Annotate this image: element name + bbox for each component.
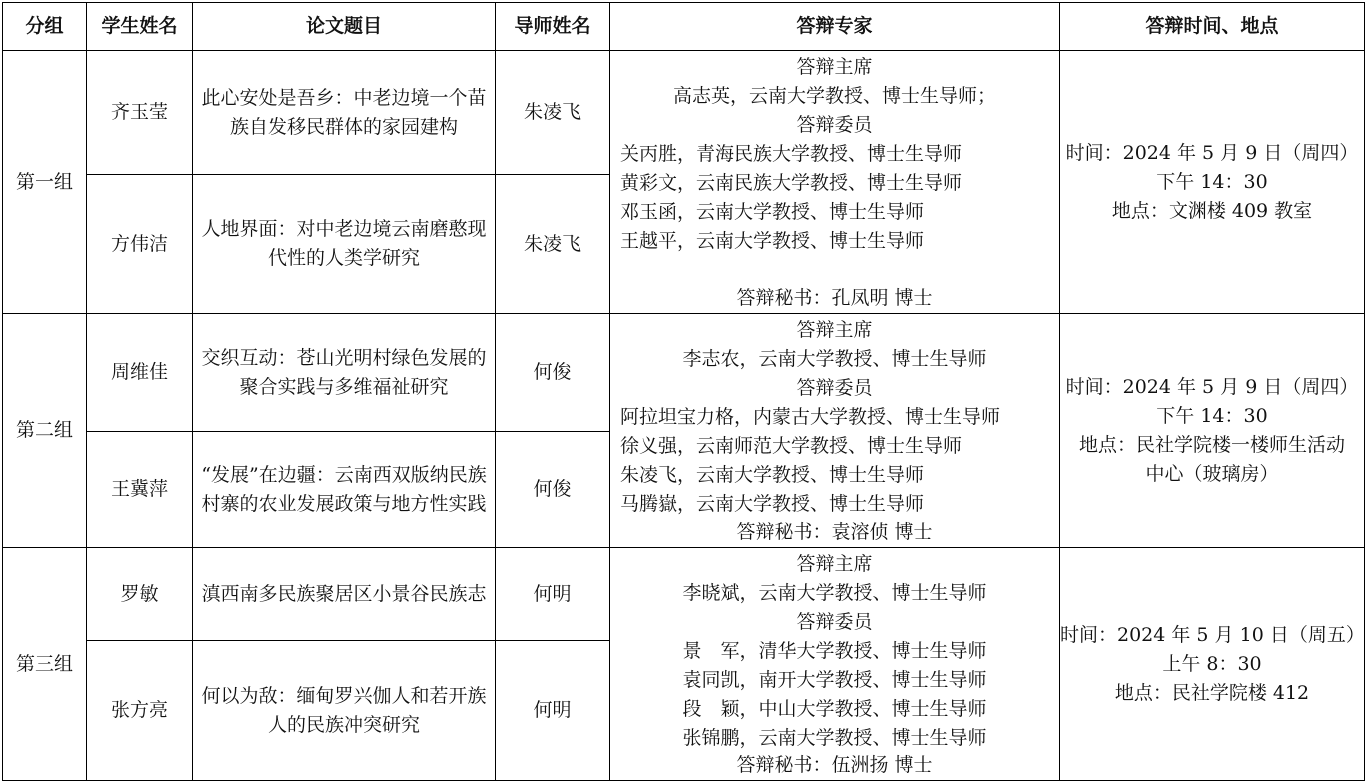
advisor-name: 朱凌飞: [496, 175, 610, 314]
time-line: 时间：2024 年 5 月 10 日（周五）: [1060, 623, 1365, 646]
thesis-title: 交织互动：苍山光明村绿色发展的聚合实践与多维福祉研究: [193, 314, 496, 432]
header-experts: 答辩专家: [610, 3, 1060, 51]
student-name: 方伟洁: [87, 175, 193, 314]
secretary: 答辩秘书：袁溶侦 博士: [736, 521, 933, 543]
student-name: 王冀萍: [87, 432, 193, 548]
members-label: 答辩委员: [796, 611, 873, 633]
place-line: 地点：民社学院楼 412: [1114, 681, 1310, 704]
student-name: 张方亮: [87, 641, 193, 781]
time-place: [1060, 51, 1365, 314]
place-line: 中心（玻璃房）: [1145, 462, 1279, 485]
header-student: 学生姓名: [87, 3, 193, 51]
time-line: 下午 14：30: [1156, 170, 1268, 193]
members-label: 答辩委员: [796, 377, 873, 399]
member-name: 邓玉函，云南大学教授、博士生导师: [620, 201, 925, 223]
member-name: 阿拉坦宝力格，内蒙古大学教授、博士生导师: [620, 406, 1001, 428]
header-group: 分组: [3, 3, 87, 51]
time-line: 下午 14：30: [1156, 404, 1268, 427]
member-name: 张锦鹏，云南大学教授、博士生导师: [682, 727, 987, 749]
header-advisor: 导师姓名: [496, 3, 610, 51]
secretary: 答辩秘书：伍洲扬 博士: [736, 754, 933, 776]
group-name: 第一组: [3, 51, 87, 314]
group-name: 第三组: [3, 548, 87, 781]
members-label: 答辩委员: [796, 114, 873, 136]
header-time-place: 答辩时间、地点: [1060, 3, 1365, 51]
place-line: 地点：文渊楼 409 教室: [1111, 199, 1313, 222]
expert-panel: [610, 51, 1060, 314]
chair-label: 答辩主席: [796, 553, 873, 575]
thesis-title: 此心安处是吾乡：中老边境一个苗族自发移民群体的家园建构: [193, 51, 496, 175]
place-line: 地点：民社学院楼一楼师生活动: [1078, 433, 1345, 456]
thesis-title: 何以为敌：缅甸罗兴伽人和若开族人的民族冲突研究: [193, 641, 496, 781]
table-row: [3, 314, 1365, 432]
member-name: 王越平，云南大学教授、博士生导师: [620, 230, 925, 252]
advisor-name: 何俊: [496, 432, 610, 548]
defense-schedule-table: [2, 2, 1365, 781]
thesis-title: “发展”在边疆：云南西双版纳民族村寨的农业发展政策与地方性实践: [193, 432, 496, 548]
chair-label: 答辩主席: [796, 319, 873, 341]
member-name: 黄彩文，云南民族大学教授、博士生导师: [620, 172, 963, 194]
time-place: [1060, 314, 1365, 548]
table-row: [3, 548, 1365, 641]
chair-name: 李晓斌，云南大学教授、博士生导师: [682, 582, 987, 604]
student-name: 罗敏: [87, 548, 193, 641]
advisor-name: 何明: [496, 548, 610, 641]
member-name: 景 军，清华大学教授、博士生导师: [682, 640, 987, 662]
expert-panel: [610, 548, 1060, 781]
header-row: [3, 3, 1365, 51]
student-name: 周维佳: [87, 314, 193, 432]
expert-panel: [610, 314, 1060, 548]
member-name: 徐义强，云南师范大学教授、博士生导师: [620, 435, 963, 457]
thesis-title: 人地界面：对中老边境云南磨憨现代性的人类学研究: [193, 175, 496, 314]
member-name: 马腾嶽，云南大学教授、博士生导师: [620, 493, 925, 515]
advisor-name: 何明: [496, 641, 610, 781]
header-title: 论文题目: [193, 3, 496, 51]
time-place: [1060, 548, 1365, 781]
secretary: 答辩秘书：孔凤明 博士: [736, 287, 933, 309]
advisor-name: 朱凌飞: [496, 51, 610, 175]
chair-label: 答辩主席: [796, 56, 873, 78]
time-line: 时间：2024 年 5 月 9 日（周四）: [1065, 375, 1359, 398]
student-name: 齐玉莹: [87, 51, 193, 175]
member-name: 段 颖，中山大学教授、博士生导师: [682, 698, 987, 720]
member-name: 袁同凯，南开大学教授、博士生导师: [682, 669, 987, 691]
chair-name: 李志农，云南大学教授、博士生导师: [682, 348, 987, 370]
advisor-name: 何俊: [496, 314, 610, 432]
table-row: [3, 51, 1365, 175]
group-name: 第二组: [3, 314, 87, 548]
thesis-title: 滇西南多民族聚居区小景谷民族志: [193, 548, 496, 641]
time-line: 上午 8：30: [1162, 652, 1262, 675]
time-line: 时间：2024 年 5 月 9 日（周四）: [1065, 141, 1359, 164]
chair-name: 高志英，云南大学教授、博士生导师；: [672, 85, 996, 107]
member-name: 关丙胜，青海民族大学教授、博士生导师: [620, 143, 963, 165]
member-name: 朱凌飞，云南大学教授、博士生导师: [620, 464, 925, 486]
